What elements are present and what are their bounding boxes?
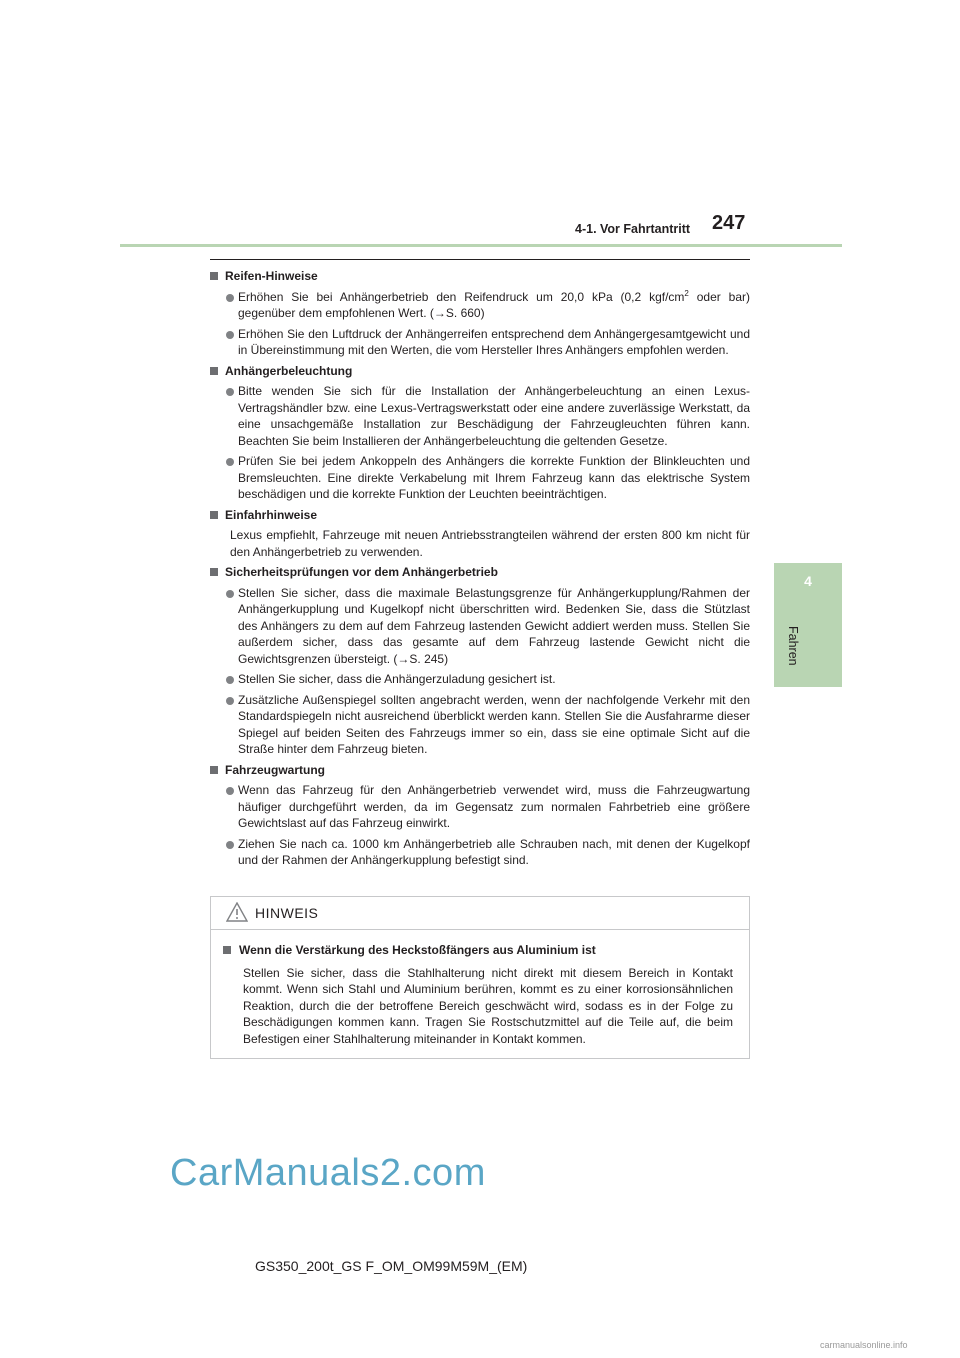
warning-triangle-icon: [226, 902, 248, 922]
section-title: 4-1. Vor Fahrtantritt: [575, 222, 691, 236]
notice-title: HINWEIS: [255, 905, 319, 921]
bullet-dot-icon: [226, 841, 234, 849]
footer-code: GS350_200t_GS F_OM_OM99M59M_(EM): [255, 1258, 528, 1274]
bullet-dot-icon: [226, 458, 234, 466]
notice-body: [211, 930, 749, 1047]
bottom-watermark: carmanualsonline.info: [820, 1340, 908, 1350]
bullet-dot-icon: [226, 331, 234, 339]
list-item: Ziehen Sie nach ca. 1000 km Anhängerbetrieb alle Schrauben nach, mit denen der Kugelkopf und der Rahmen der Anhängerkupplung befestigt sind.: [210, 836, 750, 869]
square-bullet-icon: [210, 766, 218, 774]
list-item: Erhöhen Sie den Luftdruck der Anhängerreifen entsprechend dem Anhängergesamtgewicht und in Übereinstimmung mit den Werten, die vom Hersteller Ihres Anhängers empfohlen werden.: [210, 326, 750, 359]
watermark-logo: CarManuals2.com: [170, 1152, 486, 1194]
list-item: Stellen Sie sicher, dass die Anhängerzuladung gesichert ist.: [210, 671, 750, 688]
bullet-dot-icon: [226, 590, 234, 598]
paragraph: Lexus empfiehlt, Fahrzeuge mit neuen Antriebsstrangteilen während der ersten 800 km nicht für den Anhängerbetrieb zu verwenden.: [230, 528, 750, 559]
bullet-dot-icon: [226, 388, 234, 396]
section-heading: Sicherheitsprüfungen vor dem Anhängerbetrieb: [210, 564, 750, 581]
bullet-dot-icon: [226, 697, 234, 705]
section-heading: Reifen-Hinweise: [210, 268, 750, 285]
main-content: [210, 268, 750, 873]
square-bullet-icon: [210, 568, 218, 576]
square-bullet-icon: [210, 367, 218, 375]
content-rule: [210, 259, 750, 260]
notice-text: Stellen Sie sicher, dass die Stahlhalterung nicht direkt mit diesem Bereich in Kontakt kommt. Wenn sich Stahl und Aluminium berühren, kommt es zu einer korrosionsähnlichen Reaktion, durch die der betroffene Bereich geschwächt wird, sodass es in der Folge zu Beschädigungen kommen kann. Tragen Sie Rostschutzmittel auf die Teile auf, die beim Befestigen einer Stahlhalterung miteinander in Kontakt kommen.: [243, 965, 733, 1046]
notice-box: [210, 896, 750, 1059]
notice-heading: Wenn die Verstärkung des Heckstoßfängers aus Aluminium ist: [223, 942, 733, 959]
chapter-label: Fahren: [786, 626, 800, 666]
bullet-dot-icon: [226, 676, 234, 684]
notice-header: [211, 897, 749, 930]
header-rule: [120, 244, 842, 247]
list-item: Erhöhen Sie bei Anhängerbetrieb den Reifendruck um 20,0 kPa (0,2 kgf/$cm^2$ oder bar) gegenüber dem empfohlenen Wert. (→S. 660): [210, 289, 750, 322]
list-item: Stellen Sie sicher, dass die maximale Belastungsgrenze für Anhängerkupplung/Rahmen der Anhängerkupplung und Kugelkopf nicht überschritten wird. Bedenken Sie, dass die Stützlast des Anhängers zu dem auf dem Fahrzeug lastenden Gewicht addiert werden muss. Stellen Sie außerdem sicher, dass das gesamte auf dem Fahrzeug lastende Gewicht nicht die Gewichtsgrenzen übersteigt. (→S. 245): [210, 585, 750, 668]
square-bullet-icon: [210, 272, 218, 280]
list-item: Zusätzliche Außenspiegel sollten angebracht werden, wenn der nachfolgende Verkehr mit den Standardspiegeln nicht ausreichend überblickt werden kann. Stellen Sie die Ausfahrarme dieser Spiegel auf beiden Seiten des Fahrzeugs immer so ein, dass sie eine optimale Sicht auf die Straße hinter dem Fahrzeug bieten.: [210, 692, 750, 758]
page-number: 247: [712, 212, 746, 234]
square-bullet-icon: [223, 946, 231, 954]
square-bullet-icon: [210, 511, 218, 519]
list-item: Prüfen Sie bei jedem Ankoppeln des Anhängers die korrekte Funktion der Blinkleuchten und Bremsleuchten. Eine direkte Verkabelung mit Ihrem Fahrzeug kann das elektrische System beschädigen und die korrekte Funktion der Leuchten beeinträchtigen.: [210, 453, 750, 503]
chapter-number: 4: [804, 573, 812, 589]
list-item: Bitte wenden Sie sich für die Installation der Anhängerbeleuchtung an einen Lexus-Vertragshändler bzw. eine Lexus-Vertragswerkstatt oder eine andere zuverlässige Werkstatt, da eine unsachgemäße Installation zur Beschädigung der Fahrzeugleuchten führen kann. Beachten Sie beim Installieren der Anhängerbeleuchtung die geltenden Gesetze.: [210, 383, 750, 449]
bullet-dot-icon: [226, 294, 234, 302]
section-heading: Einfahrhinweise: [210, 507, 750, 524]
section-heading: Anhängerbeleuchtung: [210, 363, 750, 380]
section-heading: Fahrzeugwartung: [210, 762, 750, 779]
list-item: Wenn das Fahrzeug für den Anhängerbetrieb verwendet wird, muss die Fahrzeugwartung häufiger durchgeführt werden, da im Gegensatz zum normalen Fahrbetrieb eine größere Gewichtslast auf das Fahrzeug einwirkt.: [210, 782, 750, 832]
bullet-dot-icon: [226, 787, 234, 795]
